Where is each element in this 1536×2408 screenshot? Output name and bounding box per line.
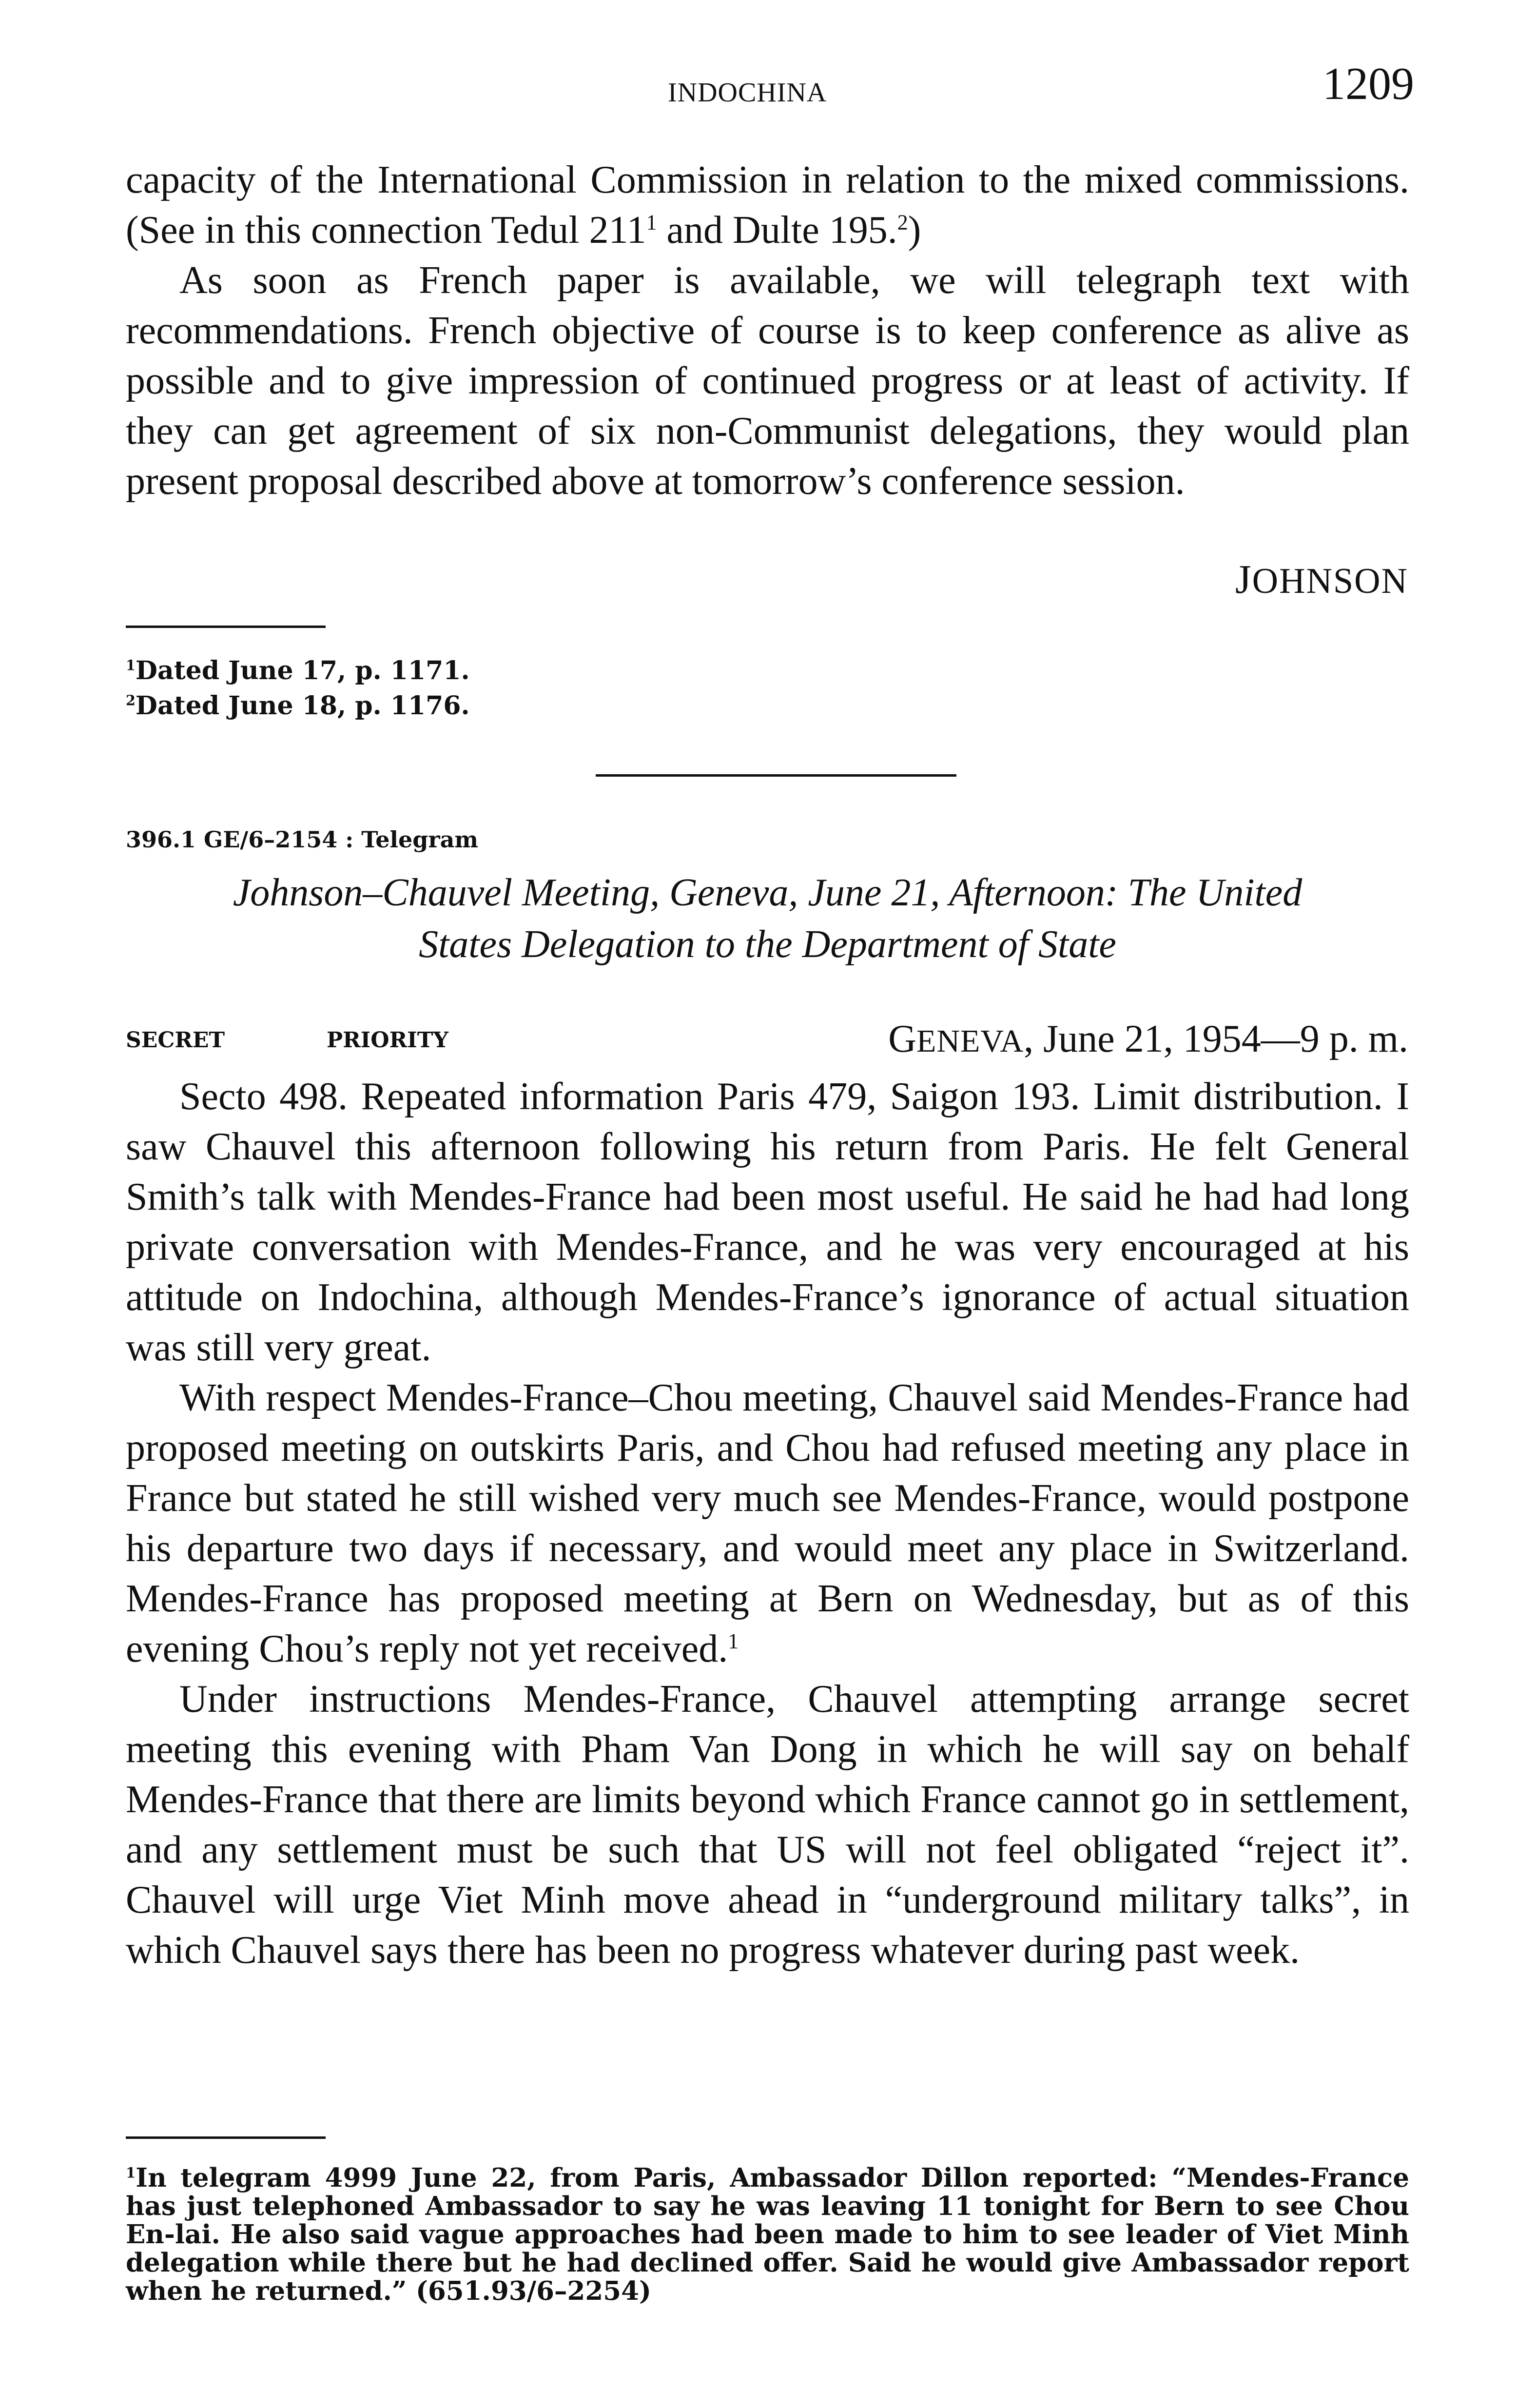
footnote-ref-bottom: 1 xyxy=(728,1629,739,1653)
footnote-mark: 1 xyxy=(126,2164,136,2181)
document-title-line-1: Johnson–Chauvel Meeting, Geneva, June 21, Afternoon: The United xyxy=(233,871,1303,914)
continued-line-1b: and Dulte 195. xyxy=(657,209,897,252)
footnotes-top xyxy=(126,653,857,724)
continued-text xyxy=(126,155,1409,507)
telegram-paragraph-1: Secto 498. Repeated information Paris 479, Saigon 193. Limit distribution. I saw Chauvel this afternoon following his return from Paris. He felt General Smith’s talk with Mendes-France had been most useful. He said he had had long private conversation with Mendes-France, and he was very encouraged at his attitude on Indochina, although Mendes-France’s ignorance of actual situation was still very great. xyxy=(126,1075,1409,1369)
footnote-mark: 2 xyxy=(126,692,136,709)
dateline-place-rest: ENEVA xyxy=(916,1023,1024,1059)
document-title-line-2: States Delegation to the Department of State xyxy=(419,923,1116,966)
dateline-place-initial: G xyxy=(888,1018,916,1060)
signature-rest: OHNSON xyxy=(1252,561,1408,601)
footnote-rule-top xyxy=(126,626,326,628)
footnote-bottom-text: In telegram 4999 June 22, from Paris, Ambassador Dillon reported: “Mendes-France has just telephoned Ambassador to say he was leaving 11 tonight for Bern to see Chou En-lai. He also said vague approaches had been made to him to see leader of Viet Minh delegation while there but he had declined offer. Said he would give Ambassador report when he returned.” (651.93/6–2254) xyxy=(126,2163,1409,2306)
footnote-bottom xyxy=(126,2164,1409,2305)
footnote-item xyxy=(126,688,857,724)
footnote-text: Dated June 17, p. 1171. xyxy=(135,656,470,685)
page-number: 1209 xyxy=(1322,59,1414,109)
telegram-paragraph-3: Under instructions Mendes-France, Chauvel attempting arrange secret meeting this evening with Pham Van Dong in which he will say on behalf Mendes-France that there are limits beyond which France cannot go in settlement, and any settlement must be such that US will not feel obligated “reject it”. Chauvel will urge Viet Minh move ahead in “underground military talks”, in which Chauvel says there has been no progress whatever during past week. xyxy=(126,1678,1409,1972)
footnote-mark: 1 xyxy=(126,657,136,674)
running-header-title: INDOCHINA xyxy=(668,78,827,108)
continued-paragraph-1 xyxy=(126,155,1409,255)
footnote-rule-bottom xyxy=(126,2136,326,2139)
classification-label: SECRET xyxy=(126,1028,225,1053)
signature-initial: J xyxy=(1235,557,1252,602)
signature xyxy=(1235,556,1408,603)
dateline-date: , June 21, 1954—9 p. m. xyxy=(1024,1018,1408,1060)
section-divider xyxy=(596,774,956,777)
continued-line-1c: ) xyxy=(908,209,921,252)
telegram-paragraph-2-text: With respect Mendes-France–Chou meeting, Chauvel said Mendes-France had proposed meeting on outskirts Paris, and Chou had refused meeting any place in France but stated he still wished very much see Mendes-France, would postpone his departure two days if necessary, and would meet any place in Switzerland. Mendes-France has proposed meeting at Bern on Wednesday, but as of this evening Chou’s reply not yet received. xyxy=(126,1376,1409,1670)
document-reference: 396.1 GE/6–2154 : Telegram xyxy=(126,826,479,853)
continued-paragraph-2: As soon as French paper is available, we will telegraph text with recommendations. French objective of course is to keep conference as alive as possible and to give impression of continued progress or at least of activity. If they can get agreement of six non-Communist delegations, they would plan present proposal described above at tomorrow’s conference session. xyxy=(126,259,1409,503)
priority-label: PRIORITY xyxy=(327,1028,448,1053)
document-title xyxy=(126,867,1409,970)
footnote-ref-1: 1 xyxy=(646,210,657,235)
dateline xyxy=(888,1017,1408,1061)
footnote-text: Dated June 18, p. 1176. xyxy=(135,691,470,721)
footnote-ref-2: 2 xyxy=(897,210,908,235)
telegram-paragraph-2 xyxy=(126,1373,1409,1674)
telegram-body xyxy=(126,1072,1409,1976)
continued-line-1: capacity of the International Commission in relation to the mixed commissions. (See in this connection Tedul 211 xyxy=(126,158,1409,252)
footnote-item xyxy=(126,653,857,688)
